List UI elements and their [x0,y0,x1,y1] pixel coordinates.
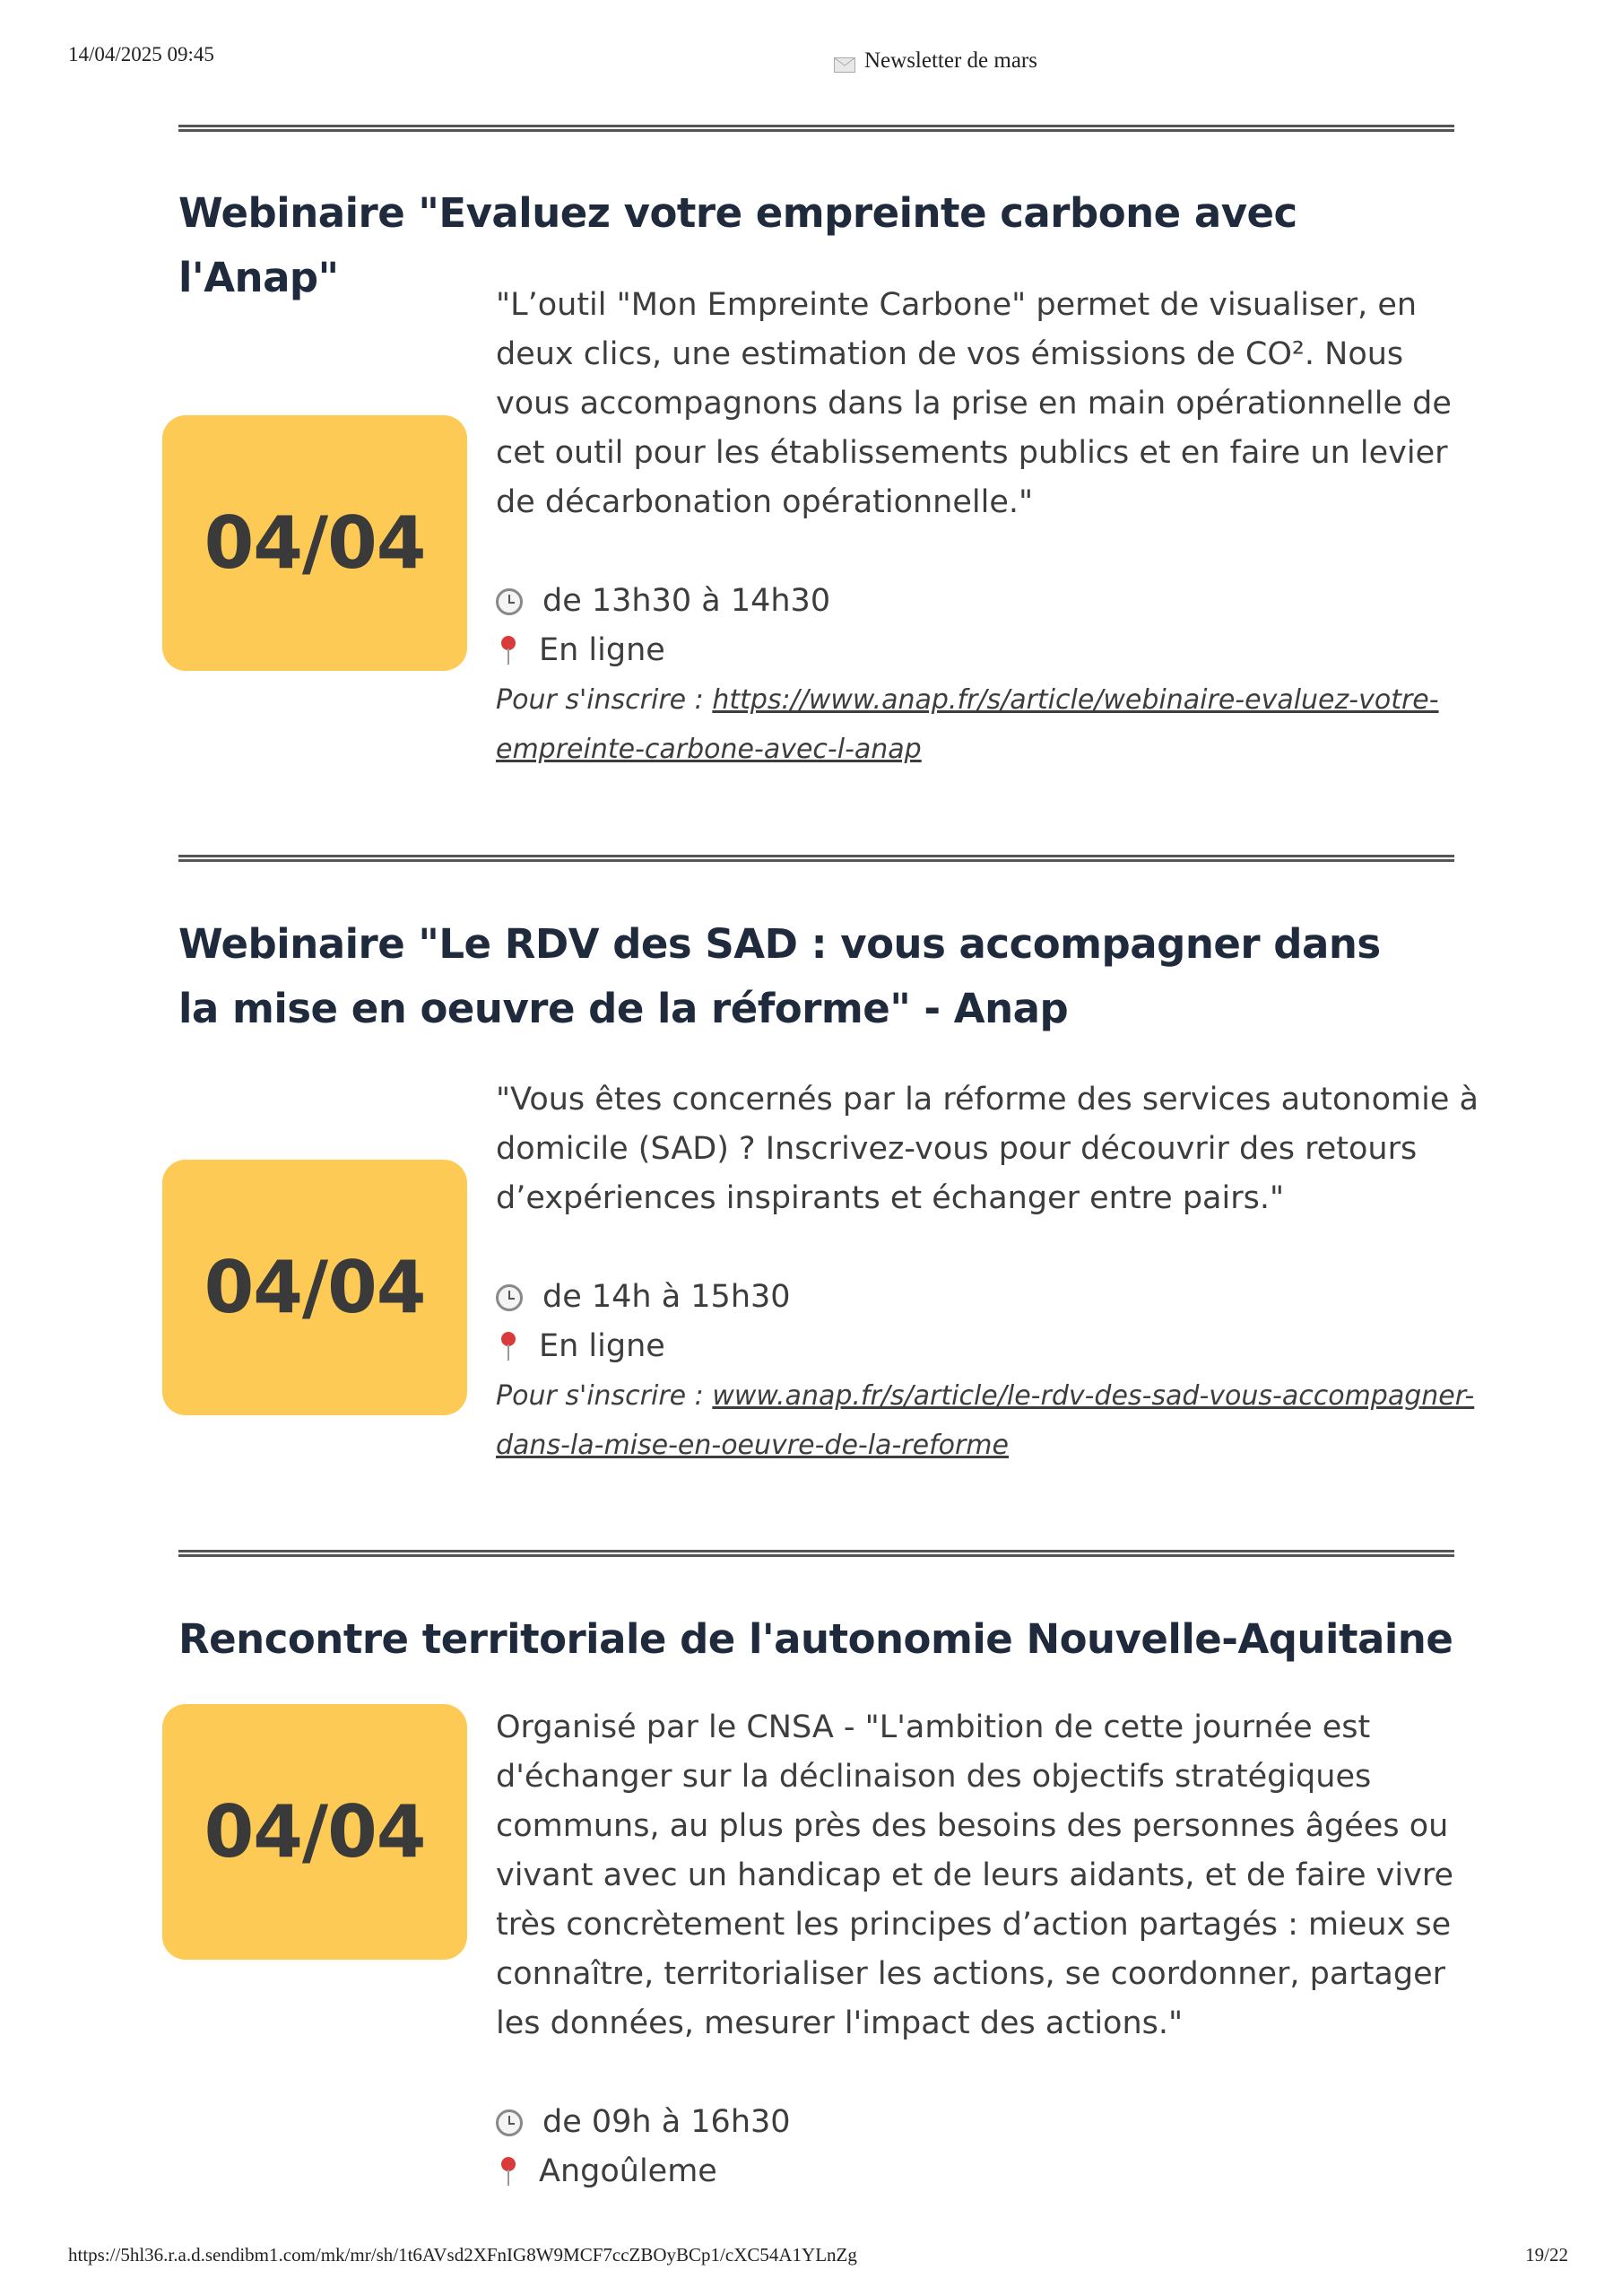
clock-icon [496,588,523,615]
register-link[interactable]: https://www.anap.fr/s/article/webinaire-evaluez-votre-empreinte-carbone-avec-l-anap [496,684,1439,765]
event-time-text: de 09h à 16h30 [542,2104,791,2140]
event-time-text: de 14h à 15h30 [542,1279,791,1315]
clock-icon [496,2109,523,2136]
event-location [496,626,1482,675]
clock-icon [496,1284,523,1311]
event-title: Rencontre territoriale de l'autonomie Nouvelle-Aquitaine [178,1615,1453,1663]
print-url: https://5hl36.r.a.d.sendibm1.com/mk/mr/sh/1t6AVsd2XFnIG8W9MCF7ccZBOyBCp1/cXC54A1YLnZg [68,2244,857,2266]
event-location-text: Angoûleme [539,2153,717,2189]
map-pin-icon [499,1332,517,1362]
newsletter-title: Newsletter de mars [864,48,1037,73]
register-label: Pour s'inscrire : [496,1380,713,1412]
register-label: Pour s'inscrire : [496,684,713,716]
event-description: "Vous êtes concernés par la réforme des services autonomie à domicile (SAD) ? Inscrivez-vous pour découvrir des retours d’expériences inspirants et échanger entre pairs." [496,1082,1479,1216]
event-description: "L’outil "Mon Empreinte Carbone" permet de visualiser, en deux clics, une estimation de vos émissions de CO². Nous vous accompagnons dans la prise en main opérationnelle de cet outil pour les établissements publics et en faire un levier de décarbonation opérationnelle." [496,287,1452,520]
section-divider [178,855,1454,862]
event-date: 04/04 [204,1246,426,1329]
event-location-text: En ligne [539,1328,665,1364]
date-badge [162,415,467,671]
event-body [496,1703,1482,2196]
section-divider [178,1550,1454,1557]
event-time [496,577,1482,626]
event-title: Webinaire "Evaluez votre empreinte carbone avec l'Anap" [178,189,1297,301]
event-date: 04/04 [204,501,426,585]
event-registration [496,1371,1482,1470]
event-time [496,2098,1482,2147]
event-description: Organisé par le CNSA - "L'ambition de cette journée est d'échanger sur la déclinaison des objectifs stratégiques communs, au plus près des besoins des personnes âgées ou vivant avec un handicap et de leurs aidants, et de faire vivre très concrètement les principes d’action partagés : mieux se connaître, territorialiser les actions, se coordonner, partager les données, mesurer l'impact des actions." [496,1709,1453,2041]
print-datetime: 14/04/2025 09:45 [68,43,214,65]
event-body [496,1075,1482,1470]
event-title: Webinaire "Le RDV des SAD : vous accompagner dans la mise en oeuvre de la réforme" - Anap [178,920,1381,1032]
date-badge [162,1160,467,1415]
event-date: 04/04 [204,1790,426,1874]
date-badge [162,1704,467,1960]
map-pin-icon [499,2157,517,2187]
print-page-number: 19/22 [1525,2244,1568,2266]
event-registration [496,675,1482,774]
section-divider [178,125,1454,132]
event-time [496,1273,1482,1322]
register-link[interactable]: www.anap.fr/s/article/le-rdv-des-sad-vous-accompagner-dans-la-mise-en-oeuvre-de-la-reforme [496,1380,1475,1461]
event-location [496,2147,1482,2196]
event-location-text: En ligne [539,632,665,668]
map-pin-icon [499,636,517,666]
event-location [496,1322,1482,1371]
envelope-icon [834,54,855,69]
print-title [834,48,1037,74]
event-body [496,281,1482,774]
event-time-text: de 13h30 à 14h30 [542,583,831,619]
